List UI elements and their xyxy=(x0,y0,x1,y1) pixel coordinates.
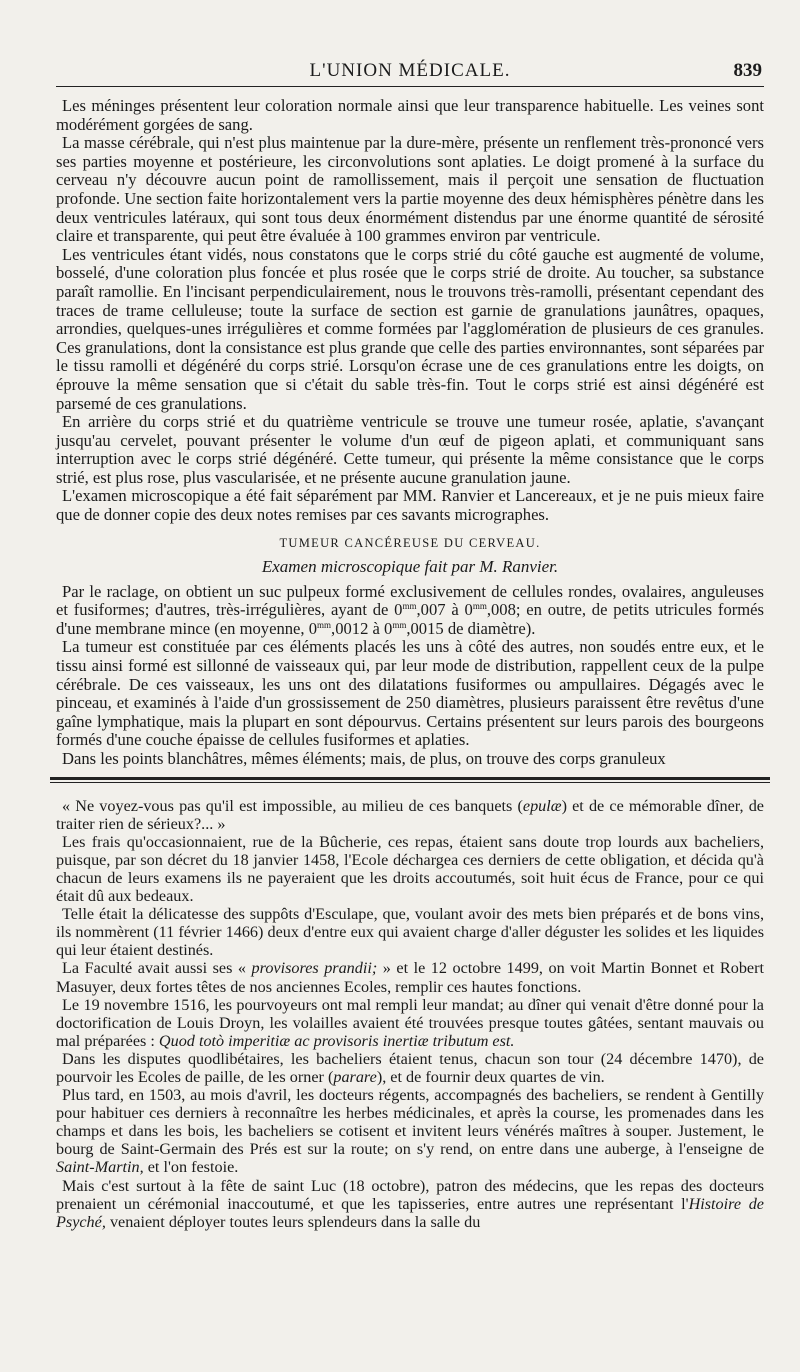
unit-superscript: mm xyxy=(472,601,487,612)
section-heading: TUMEUR CANCÉREUSE DU CERVEAU. xyxy=(279,535,541,550)
text-fragment: La Faculté avait aussi ses « xyxy=(62,959,252,978)
paragraph-provisores xyxy=(56,959,764,995)
paragraph-raclage xyxy=(56,583,764,639)
paragraph-delicatesse: Telle était la délicatesse des suppôts d'Esculape, que, voulant avoir des mets bien préparés et de bons vins, ils nommèrent (11 février 1466) deux d'entre eux qui avaient charge d'aller déguster les solides et les liquides qui leur étaient destinés. xyxy=(56,905,764,960)
paragraph-saint-luc xyxy=(56,1177,764,1231)
paragraph-ventricules: Les ventricules étant vidés, nous constatons que le corps strié du côté gauche est augmenté de volume, bosselé, d'une coloration plus foncée et plus rosée que le corps strié de droite. Au toucher, sa substance paraît ramollie. En l'incisant perpendiculairement, nous le trouvons très-ramolli, présentant cependant des traces de trame celluleuse; toute la surface de section est garnie de granulations jaunâtres, opaques, arrondies, quelques-unes irrégulières et comme formées par l'agglomération de plusieurs de ces granules. Ces granulations, dont la consistance est plus grande que celle des parties environnantes, sont séparées par le tissu ramolli et dégénéré du corps strié. Lorsqu'on écrase une de ces granulations entre les doigts, on éprouve la même sensation que si c'était du sable très-fin. Tout le corps strié est ainsi dégénéré est parsemé de ces granulations. xyxy=(56,244,764,413)
paragraph-tumeur-rosee: En arrière du corps strié et du quatrième ventricule se trouve une tumeur rosée, aplatie, s'avançant jusqu'au cervelet, pouvant présenter le volume d'un œuf de pigeon aplati, et communiquant sans interruption avec le corps strié dégénéré. Cette tumeur, qui présente la même consistance que le corps strié, est plus rose, plus vascularisée, et ne présente aucune granulation jaune. xyxy=(56,412,764,487)
page-header xyxy=(56,58,764,87)
paragraph-frais-repas: Les frais qu'occasionnaient, rue de la Bûcherie, ces repas, étaient sans doute trop lourds aux bacheliers, puisque, par son décret du 18 janvier 1458, l'Ecole déchargea ces derniers de cette obligation, et décida qu'à chacun de leurs examens ils ne payeraient que les droits accoutumés, soit huit écus de France, pour ce qui était dû aux bedeaux. xyxy=(56,832,764,906)
article-body xyxy=(56,97,764,769)
paragraph-gentilly xyxy=(56,1086,764,1176)
text-fragment: Par le raclage, on obtient un suc pulpeux formé exclusivement de cellules rondes, ovalaires, anguleuses et fusiformes; d'autres, très-irrégulières, ayant de 0 xyxy=(56,581,764,620)
feuilleton-body xyxy=(56,797,764,1231)
text-fragment: ,008; en outre, de petits utricules formés d'une membrane mince (en moyenne, 0 xyxy=(56,600,764,638)
paragraph-examen-microscopique: L'examen microscopique a été fait séparément par MM. Ranvier et Lancereaux, et je ne puis mieux faire que de donner copie des deux notes remises par ces savants micrographes. xyxy=(56,486,764,525)
text-fragment: ,0015 de diamètre). xyxy=(406,618,536,638)
paragraph-banquets xyxy=(56,797,764,833)
italic-fragment: Quod totò imperitiæ ac provisoris inertiæ tributum est. xyxy=(158,1031,515,1050)
separator-thin-rule xyxy=(50,782,770,783)
paragraph-masse-cerebrale: La masse cérébrale, qui n'est plus maintenue par la dure-mère, présente un renflement très-prononcé vers ses parties moyenne et postérieure, les circonvolutions sont aplaties. Le doigt promené à la surface du cerveau n'y découvre aucun point de ramollissement, mais il perçoit une sensation de fluctuation profonde. Une section faite horizontalement vers la partie moyenne des deux hémisphères pénètre dans les deux ventricules latéraux, qui sont tous deux énormément distendus par une énorme quantité de sérosité claire et transparente, qui peut être évaluée à 100 grammes environ par ventricule. xyxy=(56,133,764,246)
text-fragment: venaient déployer toutes leurs splendeurs dans la salle du xyxy=(105,1212,481,1231)
text-fragment: » et le 12 octobre 1499, on voit Martin Bonnet et Robert Masuyer, deux fortes têtes de nos anciennes Ecoles, remplir ces hautes fonctions. xyxy=(56,959,764,996)
paragraph-meninges: Les méninges présentent leur coloration normale ainsi que leur transparence habituelle. Les veines sont modérément gorgées de sang. xyxy=(56,96,764,134)
page-number: 839 xyxy=(733,60,762,81)
running-title: L'UNION MÉDICALE. xyxy=(309,60,511,81)
italic-fragment: parare xyxy=(333,1068,377,1086)
italic-fragment: provisores prandii; xyxy=(251,959,378,978)
text-fragment: et l'on festoie. xyxy=(143,1158,239,1177)
paragraph-tumeur-constituee: La tumeur est constituée par ces éléments placés les uns à côté des autres, non soudés entre eux, et le tissu ainsi formé est sillonné de vaisseaux qui, par leur mode de distribution, rappellent ceux de la pulpe cérébrale. De ces vaisseaux, les uns ont des dilatations fusiformes ou ampullaires. Dégagés avec le pinceau, et examinés à l'aide d'un grossissement de 250 diamètres, plusieurs paraissent être revêtus d'une gaîne lymphatique, mais la plupart en sont dépourvus. Certains présentent sur leurs parois des bourgeons formés d'une couche épaisse de cellules fusiformes et aplaties. xyxy=(56,637,764,750)
italic-fragment: epulæ xyxy=(522,796,562,815)
feuilleton-separator xyxy=(50,777,770,783)
paragraph-pourvoyeurs xyxy=(56,996,764,1050)
paragraph-disputes xyxy=(56,1050,764,1086)
text-fragment: Dans les disputes quodlibétaires, les bacheliers étaient tenus, chacun son tour (24 décembre 1470), de pourvoir les Ecoles de paille, de les orner ( xyxy=(56,1049,764,1086)
text-fragment: ), et de fournir deux quartes de vin. xyxy=(376,1068,605,1086)
text-fragment: ,0012 à 0 xyxy=(331,618,393,638)
separator-thick-rule xyxy=(50,777,770,780)
text-fragment: Mais c'est surtout à la fête de saint Luc (18 octobre), patron des médecins, que les repas des docteurs prenaient un cérémonial inaccoutumé, et que les tapisseries, entre autres une représentant l' xyxy=(56,1176,764,1213)
text-fragment: ) et de ce mémorable dîner, de traiter rien de sérieux?... » xyxy=(56,796,764,833)
text-fragment: Le 19 novembre 1516, les pourvoyeurs ont mal rempli leur mandat; au dîner qui venait d'être donné pour la doctorification de Louis Droyn, les volailles avaient été trouvées presque toutes gâtées, sentant mauvais ou mal préparées : xyxy=(56,995,764,1050)
unit-superscript: mm xyxy=(317,619,332,630)
text-fragment: ,007 à 0 xyxy=(416,600,473,620)
paragraph-points-blanchatres: Dans les points blanchâtres, mêmes éléments; mais, de plus, on trouve des corps granuleux xyxy=(62,749,666,768)
italic-fragment: Saint-Martin, xyxy=(56,1158,144,1177)
unit-superscript: mm xyxy=(402,601,417,612)
text-fragment: « Ne voyez-vous pas qu'il est impossible, au milieu de ces banquets ( xyxy=(62,796,523,815)
text-fragment: Plus tard, en 1503, au mois d'avril, les docteurs régents, accompagnés des bacheliers, se rendent à Gentilly pour habituer ces derniers à reconnaître les herbes médicinales, et après la course, les promenades dans les champs et dans les bois, les bacheliers se cotisent et invitent leurs vénérés maîtres à souper. Justement, le bourg de Saint-Germain des Prés est sur la route; on s'y rend, on entre dans une auberge, à l'enseigne de xyxy=(56,1086,764,1159)
unit-superscript: mm xyxy=(392,619,407,630)
italic-fragment: Histoire de Psyché, xyxy=(56,1194,764,1231)
section-subheading: Examen microscopique fait par M. Ranvier. xyxy=(261,556,559,576)
